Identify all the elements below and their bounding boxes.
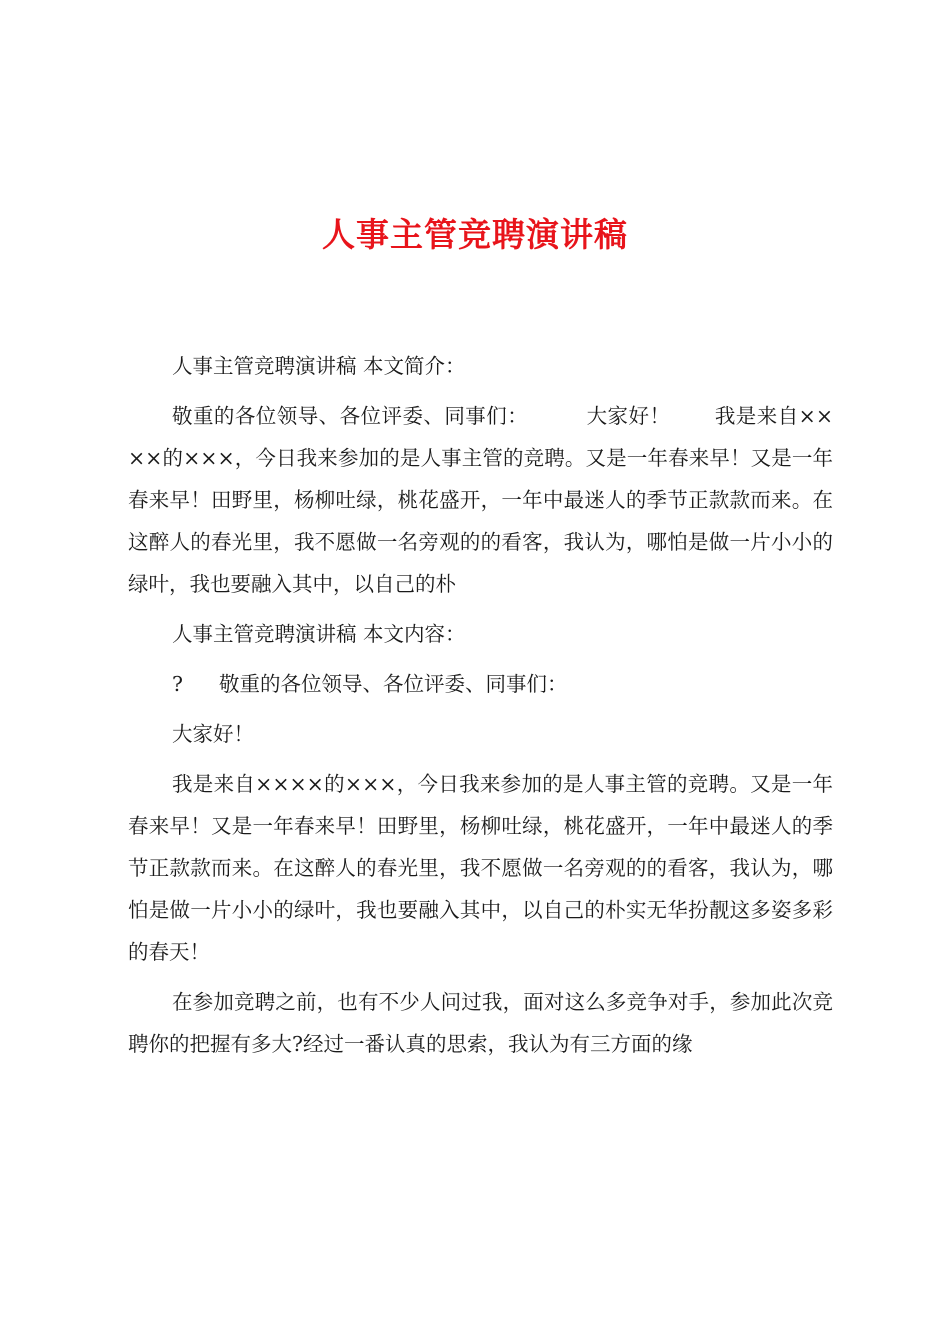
content-salutation-line — [128, 663, 833, 705]
content-paragraph-2: 在参加竞聘之前，也有不少人问过我，面对这么多竞争对手，参加此次竞聘你的把握有多大?经过一番认真的思索，我认为有三方面的缘 — [128, 990, 833, 1056]
content-paragraph-1: 我是来自××××的×××，今日我来参加的是人事主管的竞聘。又是一年春来早！又是一年春来早！田野里，杨柳吐绿，桃花盛开，一年中最迷人的季节正款款而来。在这醉人的春光里，我不愿做一名旁观的的看客，我认为，哪怕是做一片小小的绿叶，我也要融入其中，以自己的朴实无华扮靓这多姿多彩的春天！ — [128, 772, 833, 964]
bullet-marker: ? — [172, 672, 183, 696]
summary-greeting: 大家好！ — [586, 404, 671, 428]
summary-salutation: 敬重的各位领导、各位评委、同事们： — [172, 404, 529, 428]
content-heading: 人事主管竞聘演讲稿 本文内容： — [172, 622, 466, 646]
document-title: 人事主管竞聘演讲稿 — [322, 215, 628, 254]
summary-body: 我是来自××××的×××，今日我来参加的是人事主管的竞聘。又是一年春来早！又是一年春来早！田野里，杨柳吐绿，桃花盛开，一年中最迷人的季节正款款而来。在这醉人的春光里，我不愿做一名旁观的的看客，我认为，哪怕是做一片小小的绿叶，我也要融入其中，以自己的朴 — [128, 404, 834, 596]
content-greeting: 大家好！ — [172, 722, 254, 746]
content-salutation: 敬重的各位领导、各位评委、同事们： — [219, 672, 568, 696]
document-body — [128, 345, 833, 1073]
summary-heading: 人事主管竞聘演讲稿 本文简介： — [172, 354, 466, 378]
summary-paragraph — [128, 395, 833, 605]
